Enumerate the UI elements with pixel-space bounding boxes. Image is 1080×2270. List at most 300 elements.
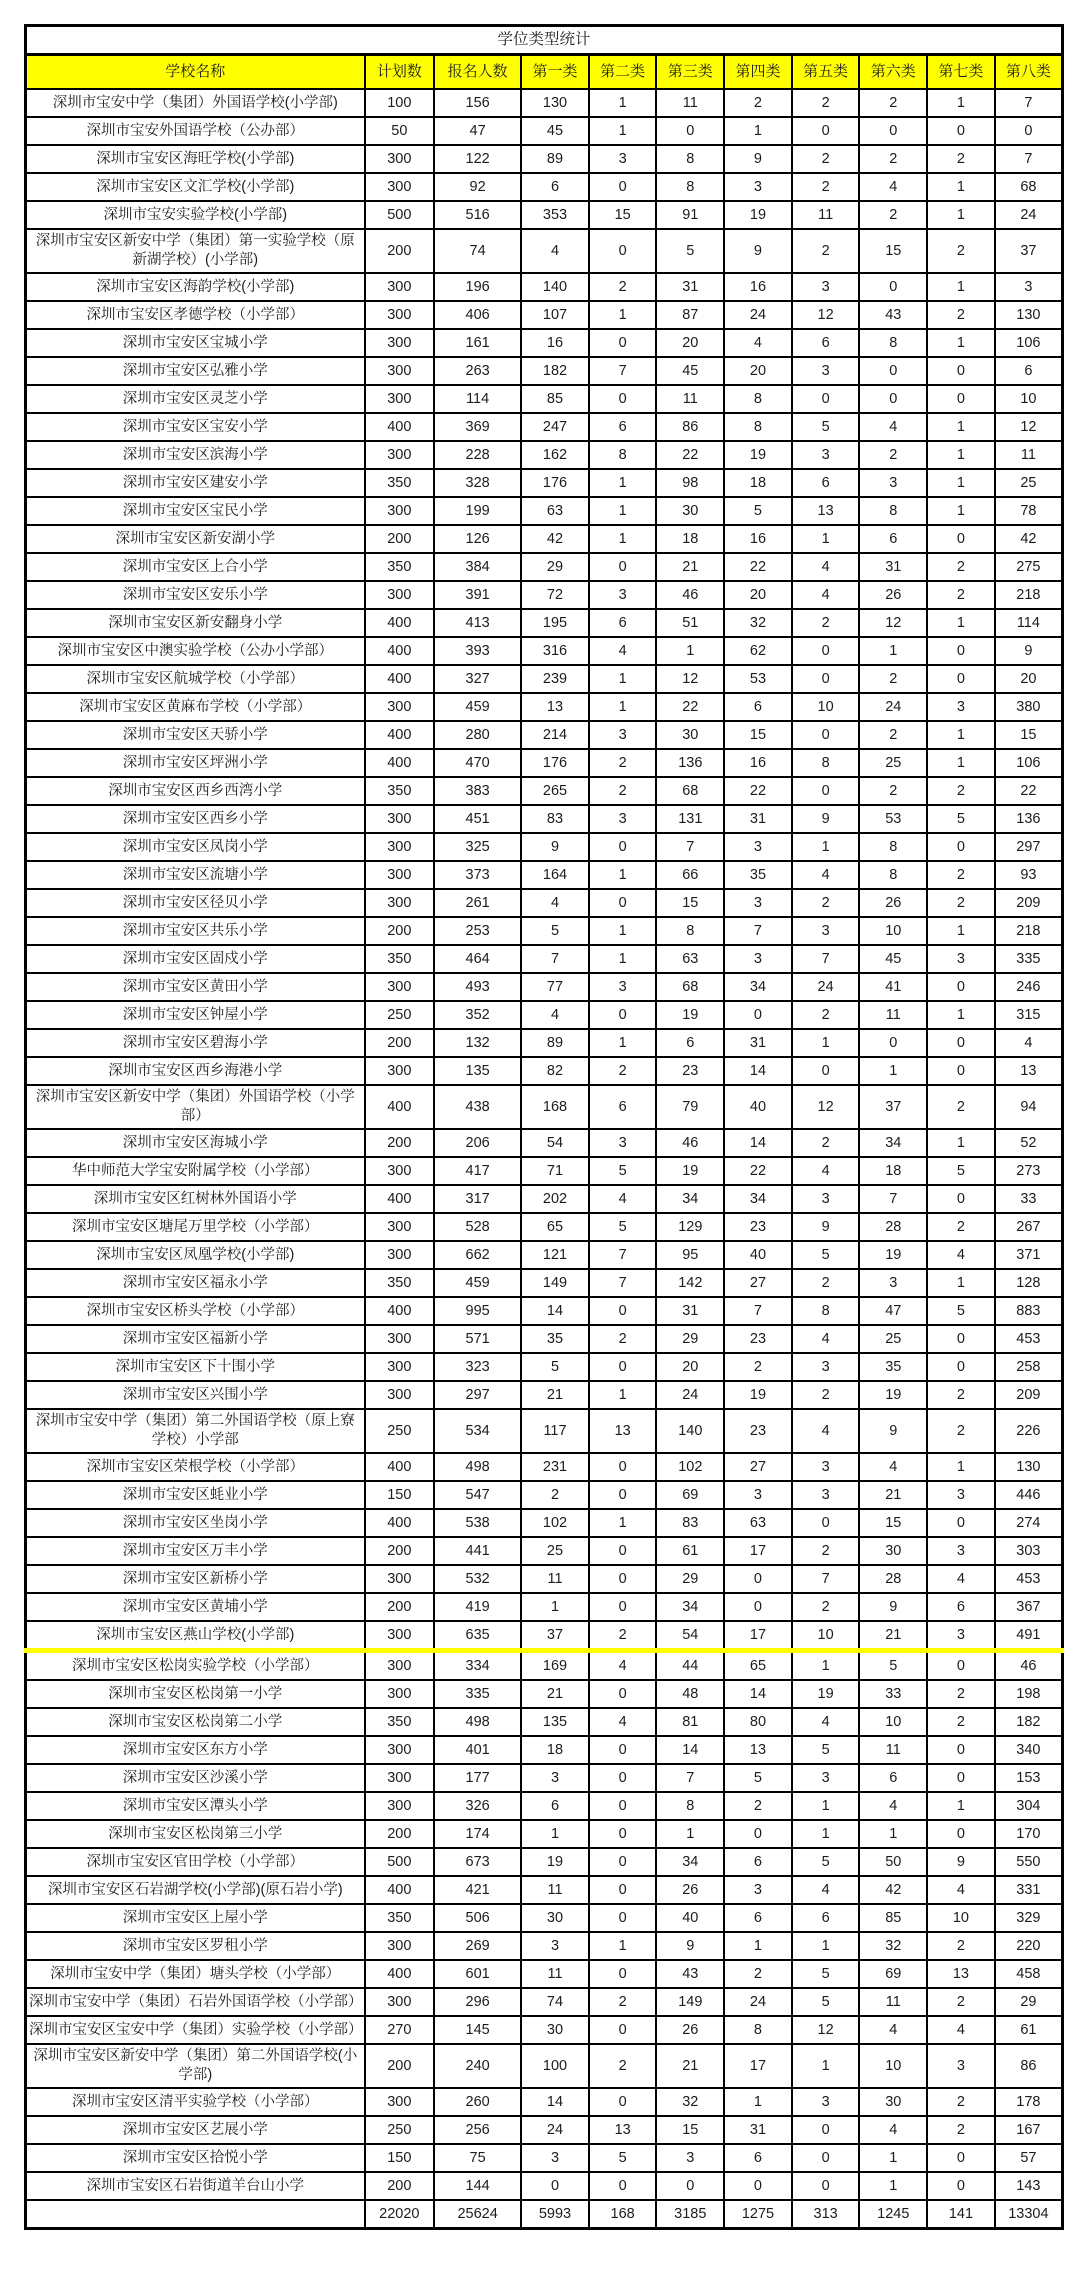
value-cell: 11 xyxy=(521,1960,589,1988)
school-name-cell: 深圳市宝安区孝德学校（小学部） xyxy=(26,301,365,329)
value-cell: 13 xyxy=(927,1960,995,1988)
value-cell: 34 xyxy=(724,1185,792,1213)
value-cell: 10 xyxy=(859,1708,927,1736)
table-row xyxy=(26,1876,1063,1904)
value-cell: 0 xyxy=(724,1001,792,1029)
value-cell: 6 xyxy=(859,525,927,553)
value-cell: 417 xyxy=(434,1157,521,1185)
value-cell: 8 xyxy=(656,173,724,201)
value-cell: 78 xyxy=(995,497,1063,525)
value-cell: 323 xyxy=(434,1353,521,1381)
value-cell: 177 xyxy=(434,1764,521,1792)
value-cell: 0 xyxy=(589,1820,657,1848)
value-cell: 4 xyxy=(589,1708,657,1736)
value-cell: 122 xyxy=(434,145,521,173)
value-cell: 135 xyxy=(521,1708,589,1736)
table-row xyxy=(26,1353,1063,1381)
value-cell: 1 xyxy=(589,117,657,145)
column-header: 第二类 xyxy=(589,55,657,90)
value-cell: 2 xyxy=(927,777,995,805)
value-cell: 8 xyxy=(859,497,927,525)
value-cell: 459 xyxy=(434,1269,521,1297)
value-cell: 256 xyxy=(434,2116,521,2144)
value-cell: 0 xyxy=(589,553,657,581)
value-cell: 9 xyxy=(859,1409,927,1453)
value-cell: 41 xyxy=(859,973,927,1001)
value-cell: 25624 xyxy=(434,2200,521,2229)
value-cell: 2 xyxy=(927,1085,995,1129)
value-cell: 383 xyxy=(434,777,521,805)
school-name-cell: 深圳市宝安区松岗实验学校（小学部） xyxy=(26,1651,365,1681)
table-row xyxy=(26,1904,1063,1932)
table-row xyxy=(26,945,1063,973)
table-row xyxy=(26,301,1063,329)
value-cell: 218 xyxy=(995,581,1063,609)
table-row xyxy=(26,89,1063,117)
value-cell: 8 xyxy=(724,2016,792,2044)
value-cell: 23 xyxy=(724,1409,792,1453)
value-cell: 0 xyxy=(589,1876,657,1904)
value-cell: 7 xyxy=(656,833,724,861)
school-name-cell: 深圳市宝安区东方小学 xyxy=(26,1736,365,1764)
value-cell: 85 xyxy=(521,385,589,413)
value-cell: 0 xyxy=(589,1764,657,1792)
value-cell: 326 xyxy=(434,1792,521,1820)
value-cell: 350 xyxy=(365,1269,434,1297)
value-cell: 0 xyxy=(589,1848,657,1876)
value-cell: 63 xyxy=(724,1509,792,1537)
value-cell: 44 xyxy=(656,1651,724,1681)
value-cell: 350 xyxy=(365,777,434,805)
value-cell: 400 xyxy=(365,1185,434,1213)
value-cell: 200 xyxy=(365,1029,434,1057)
value-cell: 10 xyxy=(859,917,927,945)
column-header: 报名人数 xyxy=(434,55,521,90)
value-cell: 94 xyxy=(995,1085,1063,1129)
value-cell: 300 xyxy=(365,1792,434,1820)
value-cell: 0 xyxy=(589,1593,657,1621)
value-cell: 0 xyxy=(589,1453,657,1481)
value-cell: 400 xyxy=(365,1453,434,1481)
value-cell: 4 xyxy=(521,229,589,273)
value-cell: 100 xyxy=(521,2044,589,2088)
value-cell: 0 xyxy=(792,637,860,665)
value-cell: 32 xyxy=(656,2088,724,2116)
school-name-cell: 深圳市宝安中学（集团）外国语学校(小学部) xyxy=(26,89,365,117)
value-cell: 34 xyxy=(724,973,792,1001)
value-cell: 300 xyxy=(365,861,434,889)
value-cell: 4 xyxy=(589,1185,657,1213)
value-cell: 17 xyxy=(724,2044,792,2088)
value-cell: 4 xyxy=(927,1876,995,1904)
value-cell: 5 xyxy=(927,805,995,833)
value-cell: 23 xyxy=(724,1325,792,1353)
value-cell: 500 xyxy=(365,1848,434,1876)
value-cell: 46 xyxy=(656,1129,724,1157)
value-cell: 85 xyxy=(859,1904,927,1932)
school-name-cell: 深圳市宝安区兴围小学 xyxy=(26,1381,365,1409)
value-cell: 19 xyxy=(859,1381,927,1409)
value-cell: 2 xyxy=(792,145,860,173)
value-cell: 164 xyxy=(521,861,589,889)
value-cell: 280 xyxy=(434,721,521,749)
table-row xyxy=(26,777,1063,805)
value-cell: 995 xyxy=(434,1297,521,1325)
value-cell: 18 xyxy=(724,469,792,497)
value-cell: 14 xyxy=(724,1057,792,1085)
value-cell: 19 xyxy=(521,1848,589,1876)
value-cell: 2 xyxy=(792,889,860,917)
table-row xyxy=(26,1409,1063,1453)
value-cell: 380 xyxy=(995,693,1063,721)
value-cell: 438 xyxy=(434,1085,521,1129)
value-cell: 149 xyxy=(521,1269,589,1297)
value-cell: 42 xyxy=(521,525,589,553)
value-cell: 95 xyxy=(656,1241,724,1269)
school-name-cell: 深圳市宝安区拾悦小学 xyxy=(26,2144,365,2172)
value-cell: 2 xyxy=(859,89,927,117)
value-cell: 296 xyxy=(434,1988,521,2016)
table-row xyxy=(26,889,1063,917)
value-cell: 200 xyxy=(365,1593,434,1621)
value-cell: 40 xyxy=(656,1904,724,1932)
value-cell: 0 xyxy=(927,1057,995,1085)
value-cell: 26 xyxy=(859,889,927,917)
value-cell: 178 xyxy=(995,2088,1063,2116)
table-row xyxy=(26,1241,1063,1269)
value-cell: 317 xyxy=(434,1185,521,1213)
value-cell: 2 xyxy=(927,861,995,889)
value-cell: 2 xyxy=(927,553,995,581)
value-cell: 1 xyxy=(927,1453,995,1481)
value-cell: 0 xyxy=(724,1820,792,1848)
column-header: 计划数 xyxy=(365,55,434,90)
value-cell: 0 xyxy=(927,833,995,861)
value-cell: 29 xyxy=(656,1565,724,1593)
value-cell: 106 xyxy=(995,749,1063,777)
table-row xyxy=(26,721,1063,749)
value-cell: 274 xyxy=(995,1509,1063,1537)
value-cell: 400 xyxy=(365,1509,434,1537)
value-cell: 3 xyxy=(792,2088,860,2116)
value-cell: 0 xyxy=(589,1537,657,1565)
degree-type-statistics-table xyxy=(24,24,1064,2230)
school-name-cell: 深圳市宝安区黄埔小学 xyxy=(26,1593,365,1621)
value-cell: 5 xyxy=(589,1213,657,1241)
value-cell: 493 xyxy=(434,973,521,1001)
table-row xyxy=(26,973,1063,1001)
value-cell: 406 xyxy=(434,301,521,329)
value-cell: 7 xyxy=(589,1269,657,1297)
value-cell: 27 xyxy=(724,1269,792,1297)
value-cell: 246 xyxy=(995,973,1063,1001)
value-cell: 35 xyxy=(724,861,792,889)
table-body xyxy=(26,89,1063,2229)
value-cell: 350 xyxy=(365,469,434,497)
school-name-cell: 深圳市宝安区坪洲小学 xyxy=(26,749,365,777)
value-cell: 11 xyxy=(521,1565,589,1593)
value-cell: 0 xyxy=(521,2172,589,2200)
value-cell: 6 xyxy=(589,413,657,441)
value-cell: 0 xyxy=(859,357,927,385)
table-row xyxy=(26,833,1063,861)
value-cell: 98 xyxy=(656,469,724,497)
value-cell: 200 xyxy=(365,2044,434,2088)
value-cell: 300 xyxy=(365,1565,434,1593)
value-cell: 498 xyxy=(434,1708,521,1736)
school-name-cell: 深圳市宝安区共乐小学 xyxy=(26,917,365,945)
value-cell: 144 xyxy=(434,2172,521,2200)
value-cell: 260 xyxy=(434,2088,521,2116)
value-cell: 3 xyxy=(521,1764,589,1792)
value-cell: 174 xyxy=(434,1820,521,1848)
value-cell: 4 xyxy=(927,1565,995,1593)
value-cell: 176 xyxy=(521,469,589,497)
school-name-cell: 深圳市宝安区海旺学校(小学部) xyxy=(26,145,365,173)
value-cell: 300 xyxy=(365,833,434,861)
value-cell: 300 xyxy=(365,1988,434,2016)
value-cell: 65 xyxy=(521,1213,589,1241)
value-cell: 4 xyxy=(724,329,792,357)
value-cell: 6 xyxy=(521,1792,589,1820)
value-cell: 413 xyxy=(434,609,521,637)
value-cell: 1 xyxy=(792,1932,860,1960)
value-cell: 1 xyxy=(792,1651,860,1681)
value-cell: 200 xyxy=(365,525,434,553)
value-cell: 400 xyxy=(365,637,434,665)
value-cell: 300 xyxy=(365,1932,434,1960)
value-cell: 0 xyxy=(927,1509,995,1537)
value-cell: 8 xyxy=(656,145,724,173)
value-cell: 673 xyxy=(434,1848,521,1876)
value-cell: 102 xyxy=(521,1509,589,1537)
value-cell: 117 xyxy=(521,1409,589,1453)
value-cell: 92 xyxy=(434,173,521,201)
value-cell: 18 xyxy=(656,525,724,553)
value-cell: 2 xyxy=(724,1792,792,1820)
value-cell: 209 xyxy=(995,889,1063,917)
school-name-cell: 深圳市宝安区沙溪小学 xyxy=(26,1764,365,1792)
value-cell: 74 xyxy=(521,1988,589,2016)
value-cell: 506 xyxy=(434,1904,521,1932)
school-name-cell: 深圳市宝安区新安中学（集团）第一实验学校（原新湖学校）(小学部) xyxy=(26,229,365,273)
value-cell: 1 xyxy=(589,665,657,693)
value-cell: 550 xyxy=(995,1848,1063,1876)
value-cell: 145 xyxy=(434,2016,521,2044)
column-header-school-name: 学校名称 xyxy=(26,55,365,90)
school-name-cell: 深圳市宝安区滨海小学 xyxy=(26,441,365,469)
value-cell: 3 xyxy=(589,721,657,749)
value-cell: 20 xyxy=(995,665,1063,693)
value-cell: 1 xyxy=(589,525,657,553)
value-cell: 464 xyxy=(434,945,521,973)
value-cell: 2 xyxy=(792,89,860,117)
value-cell: 15 xyxy=(859,229,927,273)
value-cell: 182 xyxy=(995,1708,1063,1736)
value-cell: 30 xyxy=(521,2016,589,2044)
value-cell: 47 xyxy=(434,117,521,145)
value-cell: 14 xyxy=(724,1129,792,1157)
table-row xyxy=(26,525,1063,553)
value-cell: 34 xyxy=(656,1848,724,1876)
table-row xyxy=(26,1708,1063,1736)
value-cell: 150 xyxy=(365,1481,434,1509)
value-cell: 4 xyxy=(792,1325,860,1353)
value-cell: 17 xyxy=(724,1621,792,1651)
value-cell: 2 xyxy=(792,229,860,273)
value-cell: 24 xyxy=(656,1381,724,1409)
value-cell: 2 xyxy=(927,1708,995,1736)
school-name-cell: 深圳市宝安区清平实验学校（小学部） xyxy=(26,2088,365,2116)
value-cell: 100 xyxy=(365,89,434,117)
value-cell: 149 xyxy=(656,1988,724,2016)
value-cell: 1 xyxy=(792,1820,860,1848)
table-row xyxy=(26,441,1063,469)
value-cell: 300 xyxy=(365,497,434,525)
table-row xyxy=(26,2016,1063,2044)
value-cell: 300 xyxy=(365,1241,434,1269)
value-cell: 0 xyxy=(589,329,657,357)
value-cell: 32 xyxy=(724,609,792,637)
table-row xyxy=(26,1764,1063,1792)
value-cell: 300 xyxy=(365,1381,434,1409)
value-cell: 297 xyxy=(995,833,1063,861)
value-cell: 367 xyxy=(995,1593,1063,1621)
value-cell: 1 xyxy=(792,525,860,553)
value-cell: 261 xyxy=(434,889,521,917)
value-cell: 0 xyxy=(927,1820,995,1848)
header-row xyxy=(26,55,1063,90)
value-cell: 2 xyxy=(521,1481,589,1509)
value-cell: 14 xyxy=(656,1736,724,1764)
value-cell: 200 xyxy=(365,1129,434,1157)
value-cell: 528 xyxy=(434,1213,521,1241)
value-cell: 22 xyxy=(724,553,792,581)
school-name-cell: 深圳市宝安区海韵学校(小学部) xyxy=(26,273,365,301)
table-row xyxy=(26,1185,1063,1213)
value-cell: 4 xyxy=(859,173,927,201)
value-cell: 2 xyxy=(927,1680,995,1708)
value-cell: 300 xyxy=(365,301,434,329)
column-header: 第六类 xyxy=(859,55,927,90)
value-cell: 3 xyxy=(792,357,860,385)
value-cell: 400 xyxy=(365,413,434,441)
value-cell: 24 xyxy=(521,2116,589,2144)
value-cell: 10 xyxy=(927,1904,995,1932)
value-cell: 3 xyxy=(927,1481,995,1509)
value-cell: 80 xyxy=(724,1708,792,1736)
value-cell: 29 xyxy=(656,1325,724,1353)
value-cell: 5 xyxy=(792,1960,860,1988)
table-row xyxy=(26,413,1063,441)
value-cell: 1 xyxy=(656,1820,724,1848)
value-cell: 19 xyxy=(859,1241,927,1269)
value-cell: 23 xyxy=(656,1057,724,1085)
table-row xyxy=(26,1932,1063,1960)
value-cell: 19 xyxy=(724,201,792,229)
column-header: 第四类 xyxy=(724,55,792,90)
value-cell: 46 xyxy=(995,1651,1063,1681)
value-cell: 662 xyxy=(434,1241,521,1269)
value-cell: 26 xyxy=(656,2016,724,2044)
value-cell: 15 xyxy=(589,201,657,229)
value-cell: 129 xyxy=(656,1213,724,1241)
value-cell: 28 xyxy=(859,1213,927,1241)
value-cell: 33 xyxy=(995,1185,1063,1213)
value-cell: 31 xyxy=(859,553,927,581)
value-cell: 2 xyxy=(589,1988,657,2016)
value-cell: 26 xyxy=(859,581,927,609)
value-cell: 3 xyxy=(521,1932,589,1960)
value-cell: 3 xyxy=(724,945,792,973)
school-name-cell: 深圳市宝安区宝民小学 xyxy=(26,497,365,525)
value-cell: 3 xyxy=(724,1481,792,1509)
value-cell: 2 xyxy=(792,1129,860,1157)
value-cell: 1 xyxy=(589,301,657,329)
value-cell: 68 xyxy=(656,973,724,1001)
value-cell: 16 xyxy=(724,525,792,553)
value-cell: 126 xyxy=(434,525,521,553)
value-cell: 0 xyxy=(589,1481,657,1509)
value-cell: 69 xyxy=(859,1960,927,1988)
value-cell: 0 xyxy=(589,385,657,413)
value-cell: 4 xyxy=(792,581,860,609)
value-cell: 300 xyxy=(365,273,434,301)
table-row xyxy=(26,2044,1063,2088)
value-cell: 86 xyxy=(995,2044,1063,2088)
value-cell: 304 xyxy=(995,1792,1063,1820)
value-cell: 5 xyxy=(656,229,724,273)
value-cell: 335 xyxy=(995,945,1063,973)
table-row xyxy=(26,201,1063,229)
value-cell: 258 xyxy=(995,1353,1063,1381)
value-cell: 3185 xyxy=(656,2200,724,2229)
table-row xyxy=(26,1325,1063,1353)
value-cell: 83 xyxy=(521,805,589,833)
value-cell: 446 xyxy=(995,1481,1063,1509)
value-cell: 53 xyxy=(724,665,792,693)
value-cell: 13 xyxy=(589,1409,657,1453)
value-cell: 2 xyxy=(927,229,995,273)
value-cell: 0 xyxy=(656,2172,724,2200)
column-header: 第五类 xyxy=(792,55,860,90)
value-cell: 3 xyxy=(724,833,792,861)
value-cell: 421 xyxy=(434,1876,521,1904)
value-cell: 2 xyxy=(792,1269,860,1297)
column-header: 第三类 xyxy=(656,55,724,90)
value-cell: 200 xyxy=(365,2172,434,2200)
value-cell: 5 xyxy=(724,1764,792,1792)
value-cell: 5 xyxy=(589,1157,657,1185)
school-name-cell: 深圳市宝安区航城学校（小学部） xyxy=(26,665,365,693)
value-cell: 4 xyxy=(521,889,589,917)
value-cell: 13 xyxy=(995,1057,1063,1085)
value-cell: 300 xyxy=(365,1764,434,1792)
table-row xyxy=(26,329,1063,357)
value-cell: 135 xyxy=(434,1057,521,1085)
value-cell: 534 xyxy=(434,1409,521,1453)
value-cell: 3 xyxy=(724,1876,792,1904)
value-cell: 2 xyxy=(859,441,927,469)
value-cell: 34 xyxy=(656,1593,724,1621)
value-cell: 3 xyxy=(521,2144,589,2172)
school-name-cell: 深圳市宝安区万丰小学 xyxy=(26,1537,365,1565)
column-header: 第七类 xyxy=(927,55,995,90)
school-name-cell: 深圳市宝安区宝城小学 xyxy=(26,329,365,357)
value-cell: 1 xyxy=(589,917,657,945)
value-cell: 400 xyxy=(365,749,434,777)
value-cell: 3 xyxy=(927,2044,995,2088)
